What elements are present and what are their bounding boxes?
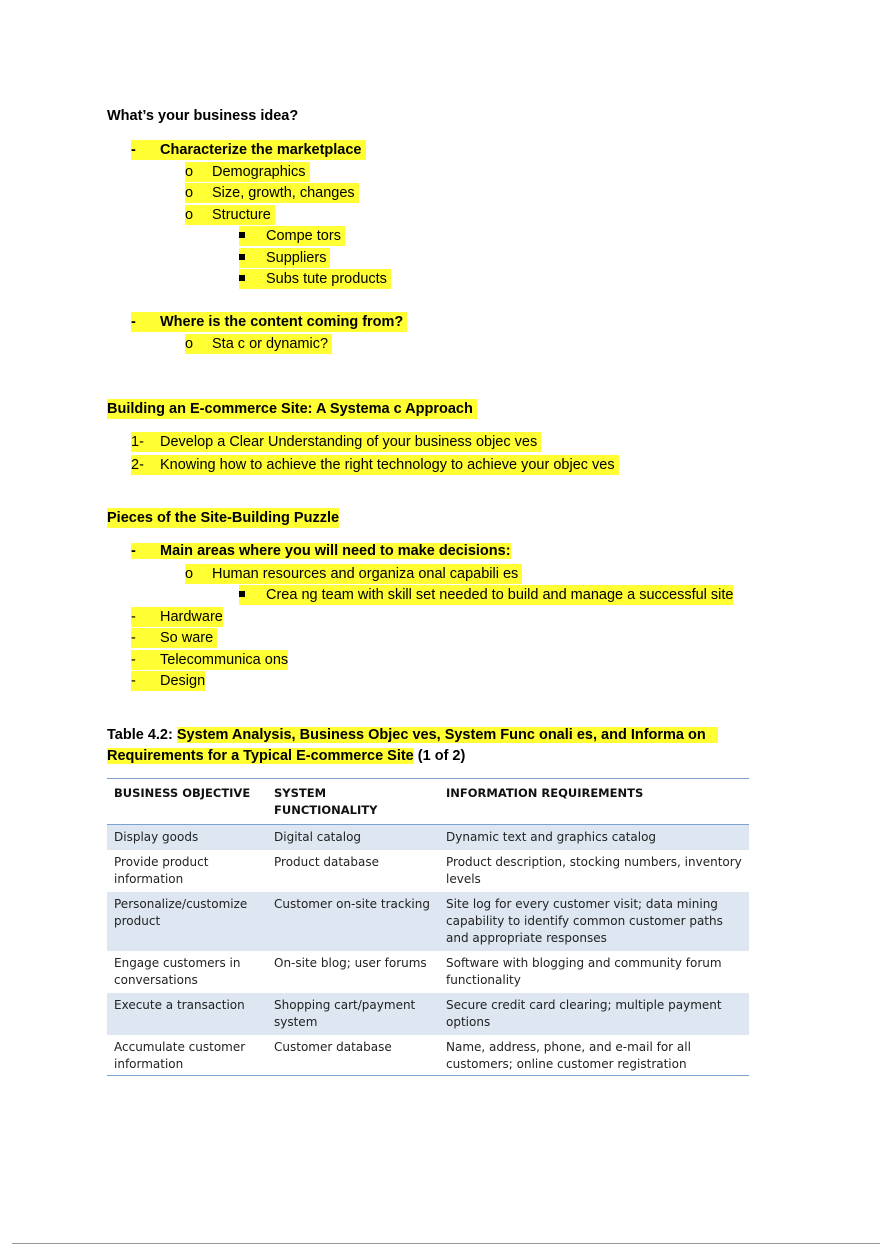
table-cell: Name, address, phone, and e-mail for all customers; online customer registration bbox=[439, 1035, 749, 1076]
table-row bbox=[107, 825, 749, 851]
requirements-table bbox=[107, 778, 749, 1076]
list-item: Suppliers bbox=[239, 248, 330, 268]
heading-business-idea: What’s your business idea? bbox=[107, 108, 299, 124]
table-cell: Customer on-site tracking bbox=[274, 897, 430, 911]
dash-marker: - bbox=[131, 543, 136, 559]
table-header-row bbox=[107, 779, 749, 825]
table-cell: Personalize/customize product bbox=[114, 897, 248, 928]
list-item: 1- Develop a Clear Understanding of your business objec ves bbox=[131, 432, 541, 452]
table-cell: Dynamic text and graphics catalog bbox=[446, 830, 657, 844]
list-item: o Size, growth, changes bbox=[185, 183, 359, 203]
square-bullet-icon bbox=[239, 591, 245, 597]
table-row bbox=[107, 993, 749, 1035]
list-item: Compe tors bbox=[239, 226, 345, 246]
dash-marker: - bbox=[131, 314, 136, 330]
square-bullet-icon bbox=[239, 254, 245, 260]
list-item: - Design bbox=[131, 673, 206, 689]
table-cell: Display goods bbox=[114, 830, 199, 844]
circle-marker: o bbox=[185, 185, 194, 201]
list-item: - Characterize the marketplace bbox=[131, 140, 366, 160]
table-cell: Execute a transaction bbox=[114, 998, 245, 1012]
dash-marker: - bbox=[131, 142, 136, 158]
heading-site-building-puzzle: Pieces of the Site-Building Puzzle bbox=[107, 510, 340, 526]
list-item: o Sta c or dynamic? bbox=[185, 334, 332, 354]
list-item: Subs tute products bbox=[239, 269, 391, 289]
column-header: BUSINESS OBJECTIVE bbox=[107, 779, 267, 825]
table-cell: Digital catalog bbox=[274, 830, 362, 844]
list-item: o Demographics bbox=[185, 162, 310, 182]
table-cell: On-site blog; user forums bbox=[274, 956, 427, 970]
list-item: - Main areas where you will need to make decisions: bbox=[131, 543, 511, 559]
table-row bbox=[107, 951, 749, 993]
table-cell: Customer database bbox=[267, 1035, 439, 1076]
table-caption-line2: Requirements for a Typical E-commerce Site (1 of 2) bbox=[107, 748, 466, 764]
list-item: - Telecommunica ons bbox=[131, 652, 289, 668]
table-caption: Table 4.2: System Analysis, Business Objec ves, System Func onali es, and Informa on bbox=[107, 725, 718, 745]
table-cell: Site log for every customer visit; data mining capability to identify common customer paths and appropriate responses bbox=[446, 897, 723, 945]
dash-marker: - bbox=[131, 630, 136, 646]
table-cell: Shopping cart/payment system bbox=[274, 998, 416, 1029]
table-cell: Secure credit card clearing; multiple payment options bbox=[446, 998, 722, 1029]
circle-marker: o bbox=[185, 336, 194, 352]
list-item: - Hardware bbox=[131, 609, 223, 625]
table-cell: Product database bbox=[274, 855, 380, 869]
number-marker: 1- bbox=[131, 434, 144, 450]
list-item: o Human resources and organiza onal capabili es bbox=[185, 564, 522, 584]
circle-marker: o bbox=[185, 207, 194, 223]
table-cell: Engage customers in conversations bbox=[114, 956, 241, 987]
circle-marker: o bbox=[185, 566, 194, 582]
list-item: 2- Knowing how to achieve the right technology to achieve your objec ves bbox=[131, 455, 619, 475]
square-bullet-icon bbox=[239, 232, 245, 238]
dash-marker: - bbox=[131, 673, 136, 689]
column-header: SYSTEM FUNCTIONALITY bbox=[267, 779, 439, 825]
dash-marker: - bbox=[131, 652, 136, 668]
list-item: - So ware bbox=[131, 628, 217, 648]
table-row bbox=[107, 892, 749, 951]
number-marker: 2- bbox=[131, 457, 144, 473]
table-cell: Product description, stocking numbers, inventory levels bbox=[446, 855, 742, 886]
table-row bbox=[107, 850, 749, 892]
table-cell: Provide product information bbox=[114, 855, 209, 886]
heading-systematic-approach: Building an E-commerce Site: A Systema c Approach bbox=[107, 399, 477, 419]
footer-divider bbox=[12, 1243, 880, 1244]
table-cell: Software with blogging and community forum functionality bbox=[446, 956, 722, 987]
list-item: o Structure bbox=[185, 205, 275, 225]
square-bullet-icon bbox=[239, 275, 245, 281]
list-item: - Where is the content coming from? bbox=[131, 312, 407, 332]
column-header: INFORMATION REQUIREMENTS bbox=[439, 779, 749, 825]
table-row bbox=[107, 1035, 749, 1076]
table-cell: Accumulate customer information bbox=[107, 1035, 267, 1076]
list-item: Crea ng team with skill set needed to build and manage a successful site bbox=[239, 585, 733, 605]
dash-marker: - bbox=[131, 609, 136, 625]
circle-marker: o bbox=[185, 164, 194, 180]
